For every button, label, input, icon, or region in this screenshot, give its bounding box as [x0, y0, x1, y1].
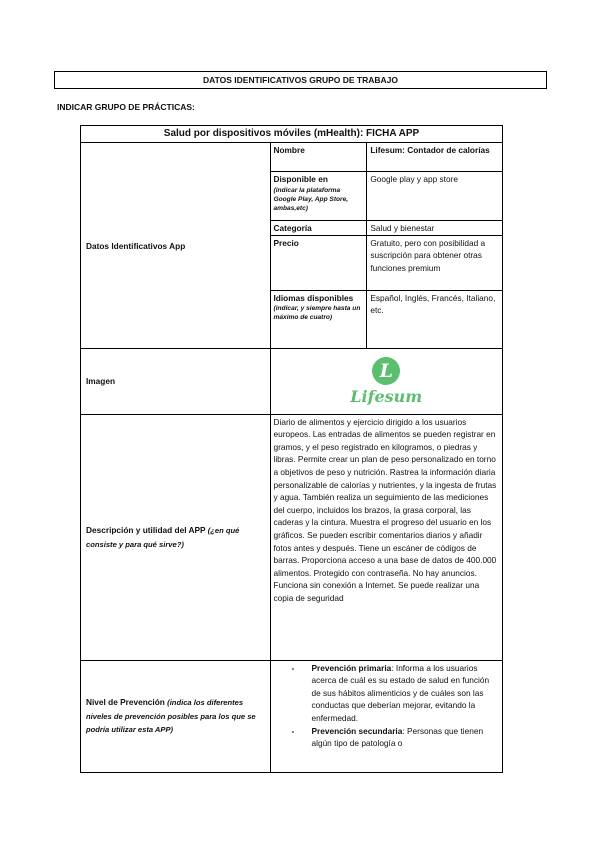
precio-value: Gratuito, pero con posibilidad a suscripción para obtener otras funciones premium	[367, 235, 503, 290]
categoria-label: Categoría	[270, 221, 367, 236]
list-item: - Prevención primaria: Informa a los usuarios acerca de cuál es su estado de salud en función de sus hábitos alimenticios y de cuáles son las conductas que deberían mejorar, evitando la enfermedad.	[312, 662, 500, 725]
lifesum-logo-text: Lifesum	[350, 386, 423, 406]
disponible-hint: (indicar la plataforma Google Play, App Store, ambas,etc)	[273, 186, 349, 212]
nombre-label: Nombre	[270, 143, 367, 172]
idiomas-label: Idiomas disponibles	[273, 292, 354, 303]
descripcion-hint: (¿en qué consiste y para qué sirve?)	[86, 526, 240, 549]
idiomas-value: Español, Inglés, Francés, Italiano, etc.	[367, 290, 503, 348]
descripcion-cell	[81, 414, 271, 660]
prevencion-hint: (indica los diferentes niveles de prevención posibles para los que se podría utilizar esta APP)	[86, 698, 256, 735]
group-label: INDICAR GRUPO DE PRÁCTICAS:	[57, 102, 195, 112]
prevencion-cell	[81, 660, 271, 772]
idiomas-cell	[270, 290, 367, 348]
prevencion-list-cell	[270, 660, 503, 772]
table-title: Salud por dispositivos móviles (mHealth): FICHA APP	[81, 126, 503, 143]
nombre-value: Lifesum: Contador de calorías	[367, 143, 503, 172]
lifesum-logo-icon: L	[372, 357, 400, 385]
datos-label: Datos Identificativos App	[81, 143, 271, 349]
idiomas-hint: (indicar, y siempre hasta un máximo de cuatro)	[273, 305, 361, 322]
prevencion-list	[274, 662, 500, 750]
app-sheet-table	[80, 125, 503, 773]
categoria-value: Salud y bienestar	[367, 221, 503, 236]
descripcion-value: Diario de alimentos y ejercicio dirigido a los usuarios europeos. Las entradas de alimentos se pueden registrar en gramos, y el peso registrado en kilogramos, o piedras y libras. Permite crear un plan de peso personalizado en torno a objetivos de peso y nutrición. Rastrea la información diaria personalizable de calorías y nutrientes, y la ingesta de frutas y agua. También realiza un seguimiento de las mediciones del cuerpo, incluidos los brazos, la grasa corporal, las caderas y la cintura. Muestra el progreso del usuario en los gráficos. Se pueden escribir comentarios diarios y añadir fotos antes y después. Tiene un escáner de códigos de barras. Proporciona acceso a una base de datos de 400.000 alimentos. Protegido con contraseña. No hay anuncios. Funciona sin conexión a Internet. Se puede realizar una copia de seguridad	[270, 414, 503, 660]
prevencion-label: Nivel de Prevención	[86, 697, 165, 708]
disponible-value: Google play y app store	[367, 172, 503, 221]
imagen-label: Imagen	[81, 348, 271, 414]
disponible-cell	[270, 172, 367, 221]
descripcion-label: Descripción y utilidad del APP	[86, 525, 206, 535]
list-item: - Prevención secundaria: Personas que tienen algún tipo de patología o	[312, 725, 500, 750]
header-title: DATOS IDENTIFICATIVOS GRUPO DE TRABAJO	[54, 71, 547, 89]
disponible-label: Disponible en	[273, 174, 328, 184]
precio-label: Precio	[270, 235, 367, 290]
app-logo	[270, 348, 503, 414]
